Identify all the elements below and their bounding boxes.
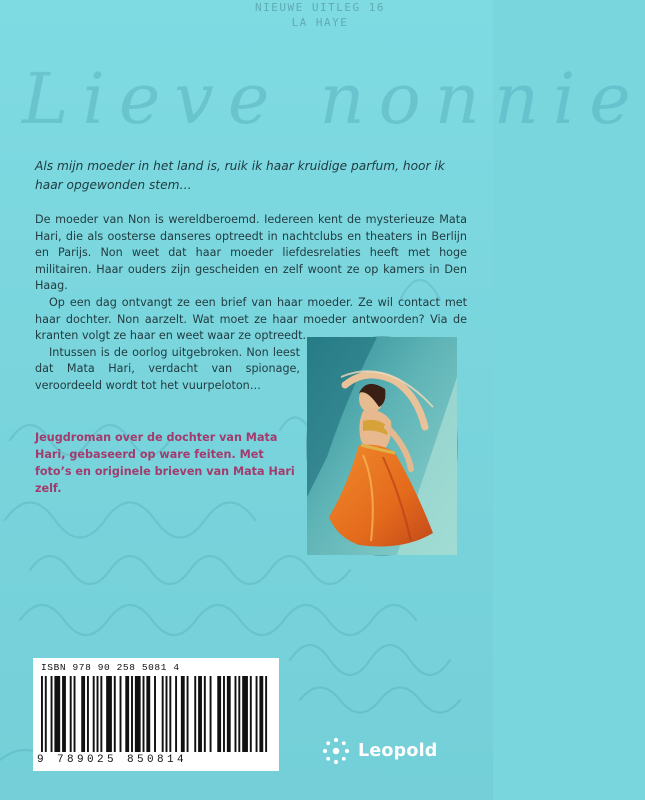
barcode-bar [181,676,185,752]
barcode-bar [54,676,60,752]
intro-quote: Als mijn moeder in het land is, ruik ik haar kruidige parfum, hoor ik haar opgewonden stem… [35,159,445,192]
blurb-paragraph-1: De moeder van Non is wereldberoemd. Iedereen kent de mysterieuze Mata Hari, die als oosterse danseres optreedt in nachtclubs en theaters in Berlijn en Parijs. Non weet dat haar moeder liefdesrelaties heeft met hoge militairen. Haar ouders zijn gescheiden en zelf woont ze op kamers in Den Haag. [35,213,467,293]
barcode [33,658,279,771]
barcode-bar [135,676,141,752]
barcode-digits: 9 789025 850814 [37,754,188,766]
barcode-bar [120,676,122,752]
barcode-bar [131,676,133,752]
barcode-bar [154,676,156,752]
barcode-bar [45,676,47,752]
tagline: Jeugdroman over de dochter van Mata Hari, gebaseerd op ware feiten. Met foto’s en originele brieven van Mata Hari zelf. [35,431,295,495]
address-stamp [255,0,385,36]
leopold-emblem-icon [320,735,352,767]
barcode-bar [169,676,171,752]
barcode-bar [242,676,248,752]
barcode-bar [265,676,267,752]
barcode-bar [81,676,85,752]
barcode-bar [162,676,164,752]
publisher-logo [320,735,438,767]
barcode-bar [238,676,240,752]
publisher-name: Leopold [358,741,438,761]
barcode-bar [166,676,168,752]
barcode-bar [51,676,53,752]
barcode-bar [217,676,221,752]
barcode-bar [175,676,177,752]
barcode-bar [223,676,225,752]
barcode-bar [41,676,43,752]
blurb-paragraph-3: Intussen is de oorlog uitgebroken. Non leest dat Mata Hari, verdacht van spionage, veroordeeld wordt tot het vuurpeloton… [35,345,300,392]
handwriting-line: Lieve nonnie [22,58,645,140]
barcode-bar [227,676,231,752]
stamp-line-1: NIEUWE UITLEG 16 [255,1,385,14]
barcode-bar [100,676,102,752]
barcode-bars [41,676,269,756]
barcode-bar [210,676,212,752]
barcode-bar [70,676,72,752]
barcode-bar [97,676,99,752]
barcode-bar [235,676,237,752]
barcode-bar [62,676,66,752]
dancer-painting [307,337,457,555]
barcode-bar [187,676,189,752]
barcode-bar [93,676,95,752]
isbn-label: ISBN 978 90 258 5081 4 [41,662,180,673]
blurb-paragraph-2: Op een dag ontvangt ze een brief van haar moeder. Ze wil contact met haar dochter. Non aarzelt. Wat moet ze haar moeder antwoorden? Via de kranten volgt ze haar en weet waar ze optreedt. [35,295,467,343]
barcode-bar [114,676,116,752]
barcode-bar [198,676,202,752]
barcode-bar [250,676,252,752]
barcode-bar [143,676,145,752]
barcode-bar [125,676,129,752]
barcode-bar [87,676,89,752]
barcode-bar [259,676,263,752]
barcode-bar [106,676,112,752]
barcode-bar [256,676,258,752]
barcode-bar [204,676,206,752]
barcode-bar [194,676,196,752]
barcode-bar [146,676,150,752]
barcode-bar [74,676,76,752]
stamp-line-2: LA HAYE [291,16,349,29]
